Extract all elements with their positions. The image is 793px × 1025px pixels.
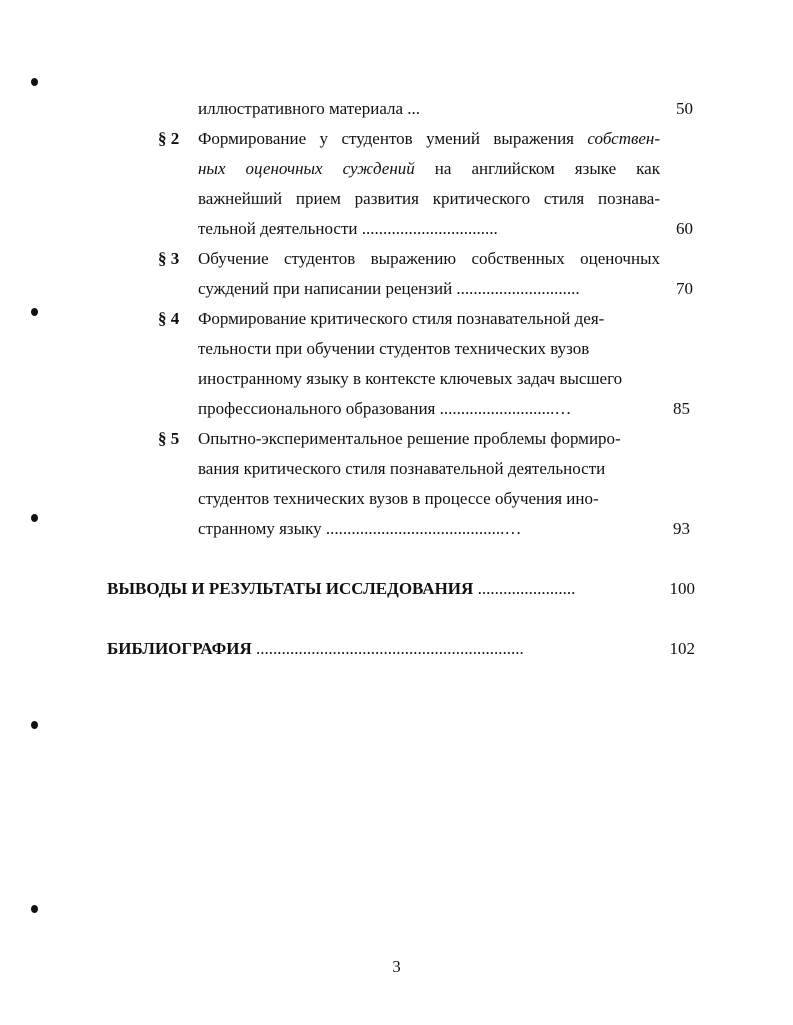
section-2-line-2: ных оценочных суждений на английском языке как [198,159,660,178]
section-4-line-3: иностранному языку в контексте ключевых задач высшего [198,369,623,388]
section-2-line-1: Формирование у студентов умений выражения собствен- [198,129,660,148]
toc-conclusions: ВЫВОДЫ И РЕЗУЛЬТАТЫ ИССЛЕДОВАНИЯ ....................... [107,579,576,598]
section-5-line-3: студентов технических вузов в процессе обучения ино- [198,489,599,508]
section-3-page: 70 [676,279,693,298]
toc-bibliography-page: 102 [669,639,695,658]
section-5-line-4: странному языку ..........................................… [198,519,522,538]
section-5-page: 93 [673,519,690,538]
toc-conclusions-page: 100 [669,579,695,598]
punch-hole [31,905,38,913]
punch-hole [31,78,38,86]
section-3-label: § 3 [158,249,180,268]
section-5-line-2: вания критического стиля познавательной деятельности [198,459,606,478]
punch-hole [31,308,38,316]
toc-cont-page: 50 [676,99,693,118]
section-5-label: § 5 [158,429,180,448]
punch-hole [31,721,38,729]
section-4-line-1: Формирование критического стиля познавательной дея- [198,309,605,328]
section-2-line-3: важнейший прием развития критического стиля познава- [198,189,660,208]
section-5-line-1: Опытно-экспериментальное решение проблемы формиро- [198,429,621,448]
page-number: 3 [392,957,401,976]
section-2-line-4: тельной деятельности ................................ [198,219,498,238]
section-4-line-2: тельности при обучении студентов технических вузов [198,339,590,358]
section-2-page: 60 [676,219,693,238]
section-4-line-4: профессионального образования ...........................… [198,399,572,418]
toc-cont-text: иллюстративного материала ... [198,99,421,118]
section-4-label: § 4 [158,309,180,328]
section-3-line-2: суждений при написании рецензий ............................. [198,279,580,298]
section-2-label: § 2 [158,129,180,148]
toc-bibliography: БИБЛИОГРАФИЯ ............................................................... [107,639,524,658]
section-4-page: 85 [673,399,690,418]
section-3-line-1: Обучение студентов выражению собственных оценочных [198,249,660,268]
punch-hole [31,514,38,522]
